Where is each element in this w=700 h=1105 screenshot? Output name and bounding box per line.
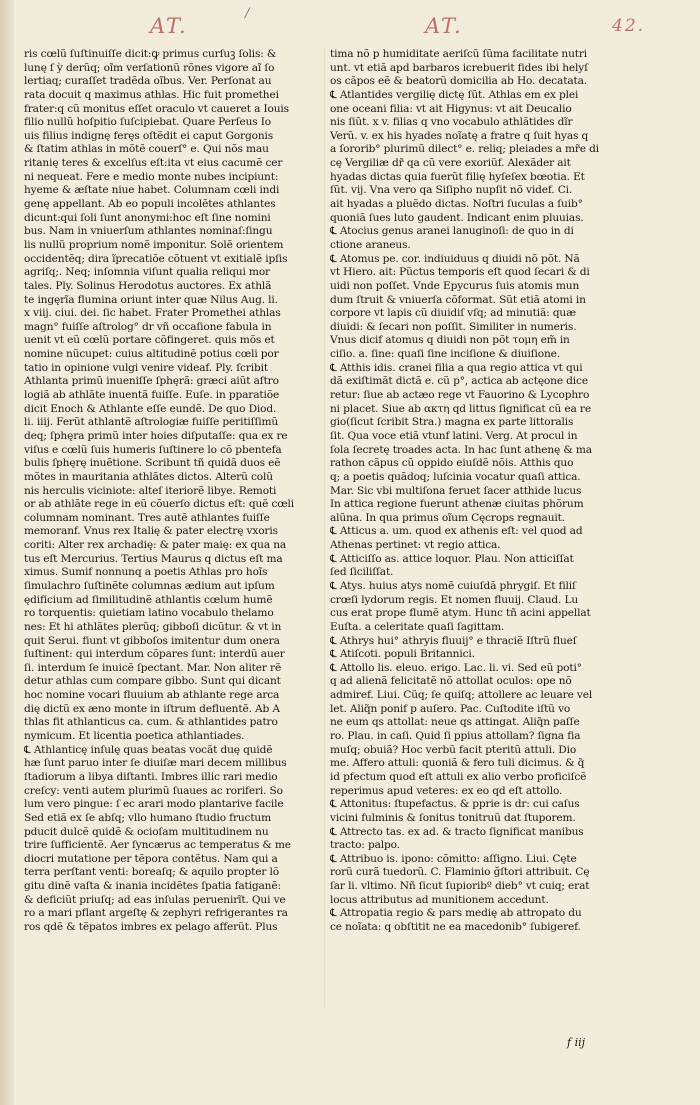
- text-line: deq; ſphęra primũ inter hoies diſputaſſe: qua ex re: [24, 429, 288, 442]
- text-line: dicit Enoch & Athlante eſſe eundẽ. De quo Diod.: [24, 402, 277, 415]
- text-line: ait hyadas a pluẽdo dictas. Noſtri ſuculas a ſuib°: [330, 198, 583, 211]
- text-line: ℄ Atomus pe. cor. indiuiduus q diuidi nõ põt. Nã: [330, 252, 580, 265]
- text-line: ℄ Athrys hui° athryis fluuij° e thraciẽ Iſtrũ flueſ: [330, 634, 577, 647]
- text-line: Athenas pertinet: vt regio attica.: [330, 539, 501, 552]
- text-line: ſũt. vij. Vna vero qa Siſipho nupſit nõ videf. Ci.: [330, 184, 573, 197]
- text-line: viſus e cœlũ ſuis humeris ſuſtinere lo cõ pbentefa: [24, 443, 282, 456]
- text-line: detur athlas cum compare gibbo. Sunt qui dicant: [24, 675, 281, 688]
- text-line: lum vero pingue: ſ ec arari modo plantarive facile: [24, 798, 284, 811]
- running-head-right: AT.: [425, 14, 463, 38]
- text-line: Athlanta primũ inueniſſe ſphęrã: græci aiũt aſtro: [24, 375, 279, 388]
- text-line: dię dictũ ex æno monte in iſtrum defluentẽ. Ab A: [24, 702, 280, 715]
- text-line: nis ſiũt. x v. filias q vno vocabulo athlãtides dĩr: [330, 116, 573, 129]
- text-line: hoc nomine vocari fluuium ab athlante rege arca: [24, 689, 280, 702]
- text-line: ro. Plau. in caſi. Quid ſi ppius attollam? ſigna fia: [330, 730, 581, 743]
- text-line: reperimus apud veteres: ex eo qd eſt attollo.: [330, 784, 563, 797]
- text-line: Euſta. a celeritate quaſi ſagittam.: [330, 620, 505, 633]
- text-line: ℄ Attonitus: ſtupefactus. & pprie is dr: cui caſus: [330, 798, 580, 811]
- text-line: ℄ Atiſcoti. populi Britannici.: [330, 648, 475, 661]
- text-line: lis nullũ proprium nomẽ imponitur. Solẽ orientem: [24, 238, 284, 251]
- text-line: rorũ curã tuedorũ. C. Flaminio ğſtori attribuit. Cę: [330, 866, 590, 879]
- text-line: tatio in opinione vulgi venire videaf. Ply. ſcribit: [24, 361, 268, 374]
- text-line: ros qdẽ & tẽpatos imbres ex pelago afferũt. Plus: [24, 921, 278, 933]
- text-line: ℄ Atthis idis. cranei filia a qua regio attica vt qui: [330, 361, 583, 374]
- text-line: Verũ. v. ex his hyades noĩatę a fratre q ſuit hyas q: [330, 129, 589, 142]
- text-line: one oceani filia: vt ait Higynus: vt ait Deucalio: [330, 102, 572, 115]
- page-gutter-shadow: [0, 0, 14, 1105]
- text-line: nomine nũcupet: cuius altitudinẽ potius cœli por: [24, 348, 279, 361]
- text-line: nymicum. Et licentia poetica athlantiades.: [24, 730, 245, 743]
- text-line: diuidi: & ſecari non poſſit. Similiter in numeris.: [330, 320, 577, 333]
- text-line: rathon cãpus cũ oppido eiuſdẽ nõis. Atthis quo: [330, 457, 574, 470]
- text-line: tales. Ply. Solinus Herodotus auctores. Ex athlã: [24, 279, 272, 292]
- text-line: ℄ Athlanticę inſulę quas beatas vocãt duę quidẽ: [24, 743, 273, 756]
- text-line: occidentẽq; dira ĩprecatiõe cõtuent vt exitialẽ ipſis: [24, 252, 288, 265]
- text-line: retur: ſiue ab actæo rege vt Fauorino & Lycophro: [330, 389, 590, 402]
- text-line: tima nõ p humiditate aeriſcũ ſũma facilitate nutri: [330, 48, 588, 60]
- text-line: ſimulachro ſuſtinẽte columnas ædium aut ipſum: [24, 579, 275, 592]
- text-line: logiã ab athlãte inuentã fuiſſe. Euſe. in pparatiõe: [24, 389, 280, 402]
- text-line: genę appellant. Ab eo populi incolẽtes athlantes: [24, 198, 276, 211]
- text-line: agriſq;. Neq; inſomnia viſunt qualia reliqui mor: [24, 266, 270, 279]
- text-line: terra perſtant venti: boreaſq; & aquilo propter lõ: [24, 866, 279, 879]
- text-line: ritanię teres & excelſus eſt:ita vt eius cacumẽ cer: [24, 157, 283, 170]
- text-line: memoranf. Vnus rex Italię & pater electrę vxoris: [24, 525, 278, 538]
- text-line: alũna. In qua primus oĩum Cęcrops regnauit.: [330, 511, 565, 524]
- running-head-left: AT.: [150, 14, 188, 38]
- text-line: ris cœlũ ſuſtinuiſſe dicit:ꝙ primus curſuꝫ ſolis: &: [24, 48, 277, 60]
- text-line: ℄ Atlantides vergilię dictę ſũt. Athlas em ex plei: [330, 88, 579, 101]
- text-line: lunę ſ ỳ derũq; oĩm verſationũ rõnes vigore aĩ ſo: [24, 61, 275, 74]
- text-line: ℄ Atocius genus aranei lanuginoſi: de quo in di: [330, 225, 574, 238]
- text-line: ciſio. a. ſine: quaſi ſine inciſione & diuiſione.: [330, 348, 560, 361]
- text-line: vt Hiero. ait: Pũctus temporis eſt quod ſecari & di: [330, 266, 590, 279]
- text-line: uidi non poſſet. Vnde Epycurus ſuis atomis mun: [330, 279, 580, 292]
- text-line: mõtes in mauritania athlãtes dictos. Alterũ colũ: [24, 470, 273, 483]
- text-line: creſcy: venti autem plurimũ ſuaues ac roriferi. So: [24, 784, 283, 797]
- text-line: or ab athlãte rege in eũ cõuerſo dictus eſt: quẽ cœli: [24, 498, 295, 511]
- text-line: ſed ſiciliſſat.: [330, 566, 394, 579]
- text-line: hæ ſunt paruo inter ſe diuiſæ mari decem millibus: [24, 757, 287, 770]
- text-line: li. iiij. Ferũt athlantẽ aſtrologiæ fuiſſe peritiſſimũ: [24, 416, 279, 429]
- text-line: q; a poetis quãdoq; luſcinia vocatur quaſi attica.: [330, 470, 581, 483]
- text-line: lertiaq; curaſſet tradẽda oĩbus. Ver. Perſonat au: [24, 75, 272, 88]
- column-divider: [324, 48, 325, 1008]
- text-line: ſola ſecretę troades acta. In hac ſunt athenę & ma: [330, 443, 592, 456]
- text-line: id pfectum quod eſt attuli ex alio verbo proficiſcẽ: [330, 770, 587, 783]
- text-line: diocri mutatione per tẽpora contẽtus. Nam qui a: [24, 852, 278, 865]
- text-line: trire ſufficientẽ. Aer ſyncærus ac temperatus & me: [24, 839, 291, 852]
- text-line: vicini fulminis & ſonitus tonitruũ dat ſtuporem.: [330, 811, 576, 824]
- text-line: & deficiũt priuſq; ad eas inſulas peruenirĩt. Qui ve: [24, 893, 286, 906]
- text-line: gitu dinẽ vaſta & inania incidẽtes ſpatia fatiganẽ:: [24, 880, 281, 893]
- text-line: cę Vergiliæ dr̃ qa cũ vere exoriũf. Alexãder ait: [330, 157, 571, 170]
- text-line: crœſi lydorum regis. Et nomen fluuij. Claud. Lu: [330, 593, 579, 606]
- text-line: columnam nominant. Tres autẽ athlantes fuiſſe: [24, 511, 270, 524]
- text-column-left: [24, 48, 320, 935]
- text-line: ni placet. Siue ab ακτη qd littus ſignificat cũ ea re: [330, 402, 591, 415]
- margin-tick-mark: /: [245, 6, 252, 21]
- text-line: corpore vt lapis cũ diuidiſ vſq; ad minutiã: quæ: [330, 307, 576, 320]
- text-line: ne eum qs attollat: neue qs attingat. Aliq̃n paſſe: [330, 716, 580, 729]
- text-line: Mar. Sic vbi multiſona feruet ſacer atthide lucus: [330, 484, 582, 497]
- text-line: In attica regione fuerunt athenæ ciuitas phõrum: [330, 498, 584, 511]
- text-line: ℄ Atticiſſo as. attice loquor. Plau. Non atticiſſat: [330, 552, 574, 565]
- text-line: coriti: Alter rex archadię: & pater maię: ex qua na: [24, 539, 287, 552]
- text-line: os cãpos eẽ & beatorũ domicilia ab Ho. decatata.: [330, 75, 587, 88]
- text-line: filio nullũ hoſpitio ſuſcipiebat. Quare Perſeus Io: [24, 116, 272, 129]
- text-line: ctione araneus.: [330, 238, 411, 251]
- text-line: quoniã ſues luto gaudent. Indicant enim pluuias.: [330, 211, 584, 224]
- text-line: ſar li. vltimo. Nñ ſicut ſupioribº dieb° vt cuiq; erat: [330, 880, 590, 893]
- text-line: ro torquentis: quietiam latino vocabulo thelamo: [24, 607, 274, 620]
- text-line: ℄ Atticus a. um. quod ex athenis eſt: vel quod ad: [330, 525, 583, 538]
- text-line: let. Aliq̃n ponif p auſero. Pac. Cuſtodite iſtũ vo: [330, 702, 571, 715]
- text-line: dicunt:qui ſoli ſunt anonymi:hoc eſt ſine nomini: [24, 211, 271, 224]
- text-line: frater:q cũ monitus eſſet oraculo vt caueret a Iouis: [24, 102, 289, 115]
- text-line: ℄ Atys. huius atys nomẽ cuiuſdã phrygiſ. Et filiſ: [330, 579, 576, 592]
- text-line: muſq; obuiã? Hoc verbũ facit pteritũ attuli. Dio: [330, 743, 577, 756]
- text-line: dum ſtruit & vniuerſa cõformat. Sũt etiã atomi in: [330, 293, 586, 306]
- text-line: ędificium ad ſimilitudinẽ athlantis cœlum humẽ: [24, 593, 273, 606]
- text-line: admiref. Liui. Cũq; ſe quiſq; attollere ac leuare vel: [330, 689, 593, 702]
- text-line: tus eſt Mercurius. Tertius Maurus q dictus eſt ma: [24, 552, 283, 565]
- text-line: magn° fuiſſe aſtrolog° dr vñ occaſione fabula in: [24, 320, 272, 333]
- text-line: ℄ Attribuo is. ipono: cõmitto: aſſigno. Liui. Cęte: [330, 852, 577, 865]
- text-line: bus. Nam in vniuerſum athlantes nominaſ:ſingu: [24, 225, 273, 238]
- text-line: cus erat prope flumẽ atym. Hunc tñ acini appellat: [330, 607, 591, 620]
- text-line: ℄ Attropatia regio & pars medię ab attropato du: [330, 907, 582, 920]
- text-line: uis filius indignę feręs oſtẽdit ei caput Gorgonis: [24, 129, 274, 142]
- text-line: pducit dulcẽ quidẽ & ocioſam multitudinem nu: [24, 825, 269, 838]
- signature-mark: f iij: [567, 1036, 586, 1049]
- text-line: bulis ſphęrę inuẽtione. Scribunt tñ quidã duos eẽ: [24, 457, 281, 470]
- text-line: nis herculis viciniote: alteſ iteriorẽ libye. Remoti: [24, 484, 277, 497]
- text-line: Sed etiã ex ſe abſq; vllo humano ſtudio fructum: [24, 811, 271, 824]
- text-line: x viij. ciui. dei. ſic habet. Frater Promethei athlas: [24, 307, 281, 320]
- text-line: Vnus dicif atomus q diuidi non põt τομη em̃ in: [330, 334, 570, 347]
- text-line: gio(ſicut ſcribit Stra.) magna ex parte littoralis: [330, 416, 574, 429]
- text-line: hyadas dictas quia fuerũt filię hyſeſex bœotia. Et: [330, 170, 585, 183]
- text-line: q ad alienã felicitatẽ nõ attollat oculos: ope nõ: [330, 675, 572, 688]
- text-line: dã exiſtimãt dictã e. cũ p°, actica ab actęone dice: [330, 375, 588, 388]
- text-line: rata docuit q maximus athlas. Hic fuit promethei: [24, 88, 279, 101]
- text-line: hyeme & æſtate niue habet. Columnam cœli indi: [24, 184, 280, 197]
- text-line: ſtadiorum a libya diſtanti. Imbres illic rari medio: [24, 770, 278, 783]
- text-line: ro a mari pflant argeſtę & zephyri refrigerantes ra: [24, 907, 288, 920]
- text-line: ſit. Qua voce etiã vtunf latini. Verg. At procul in: [330, 429, 578, 442]
- text-line: te ingęrĩa flumina oriunt inter quæ Nilus Aug. li.: [24, 293, 278, 306]
- text-line: ni nequeat. Fere e medio monte nubes incipiunt:: [24, 170, 279, 183]
- text-line: uenit vt eũ cœlũ portare cõfingeret. quis mõs et: [24, 334, 275, 347]
- text-column-right: [330, 48, 628, 935]
- text-line: & ſtatim athlas in mõtẽ couerſ° e. Qui nõs mau: [24, 143, 269, 156]
- text-line: me. Affero attuli: quoniã & fero tuli dicimus. & q̃: [330, 757, 585, 770]
- text-line: ℄ Attrecto tas. ex ad. & tracto ſignificat manibus: [330, 825, 584, 838]
- text-line: quit Serui. fiunt vt gibboſos imitentur dum onera: [24, 634, 280, 647]
- text-line: unt. vt etiã apd barbaros icrebuerit fides ibi helyſ: [330, 61, 588, 74]
- text-line: ſuſtinent: qui interdum cõpares ſunt: interdũ auer: [24, 648, 285, 661]
- text-line: ſi. interdum ſe inuicẽ ſpectant. Mar. Non aliter rẽ: [24, 661, 282, 674]
- text-line: locus attributus ad munitionem accedunt.: [330, 893, 549, 906]
- text-line: thlas fit athlanticus ca. cum. & athlantides patro: [24, 716, 278, 729]
- text-line: ℄ Attollo lis. eleuo. erigo. Lac. li. vi. Sed eũ poti°: [330, 661, 582, 674]
- text-line: ce noĩata: q obſtitit ne ea macedonib° ſubigeref.: [330, 921, 581, 933]
- folio-number: 42.: [612, 16, 646, 36]
- text-line: nes: Et hi athlãtes plerũq; gibboſi dicũtur. & vt in: [24, 620, 282, 633]
- text-line: tracto: palpo.: [330, 839, 400, 852]
- text-line: a ſororib° plurimũ dilect° e. reliq; pleiades a mr̃e di: [330, 143, 600, 156]
- text-line: ximus. Sumif nonnunq a poetis Athlas pro hoĩs: [24, 566, 268, 579]
